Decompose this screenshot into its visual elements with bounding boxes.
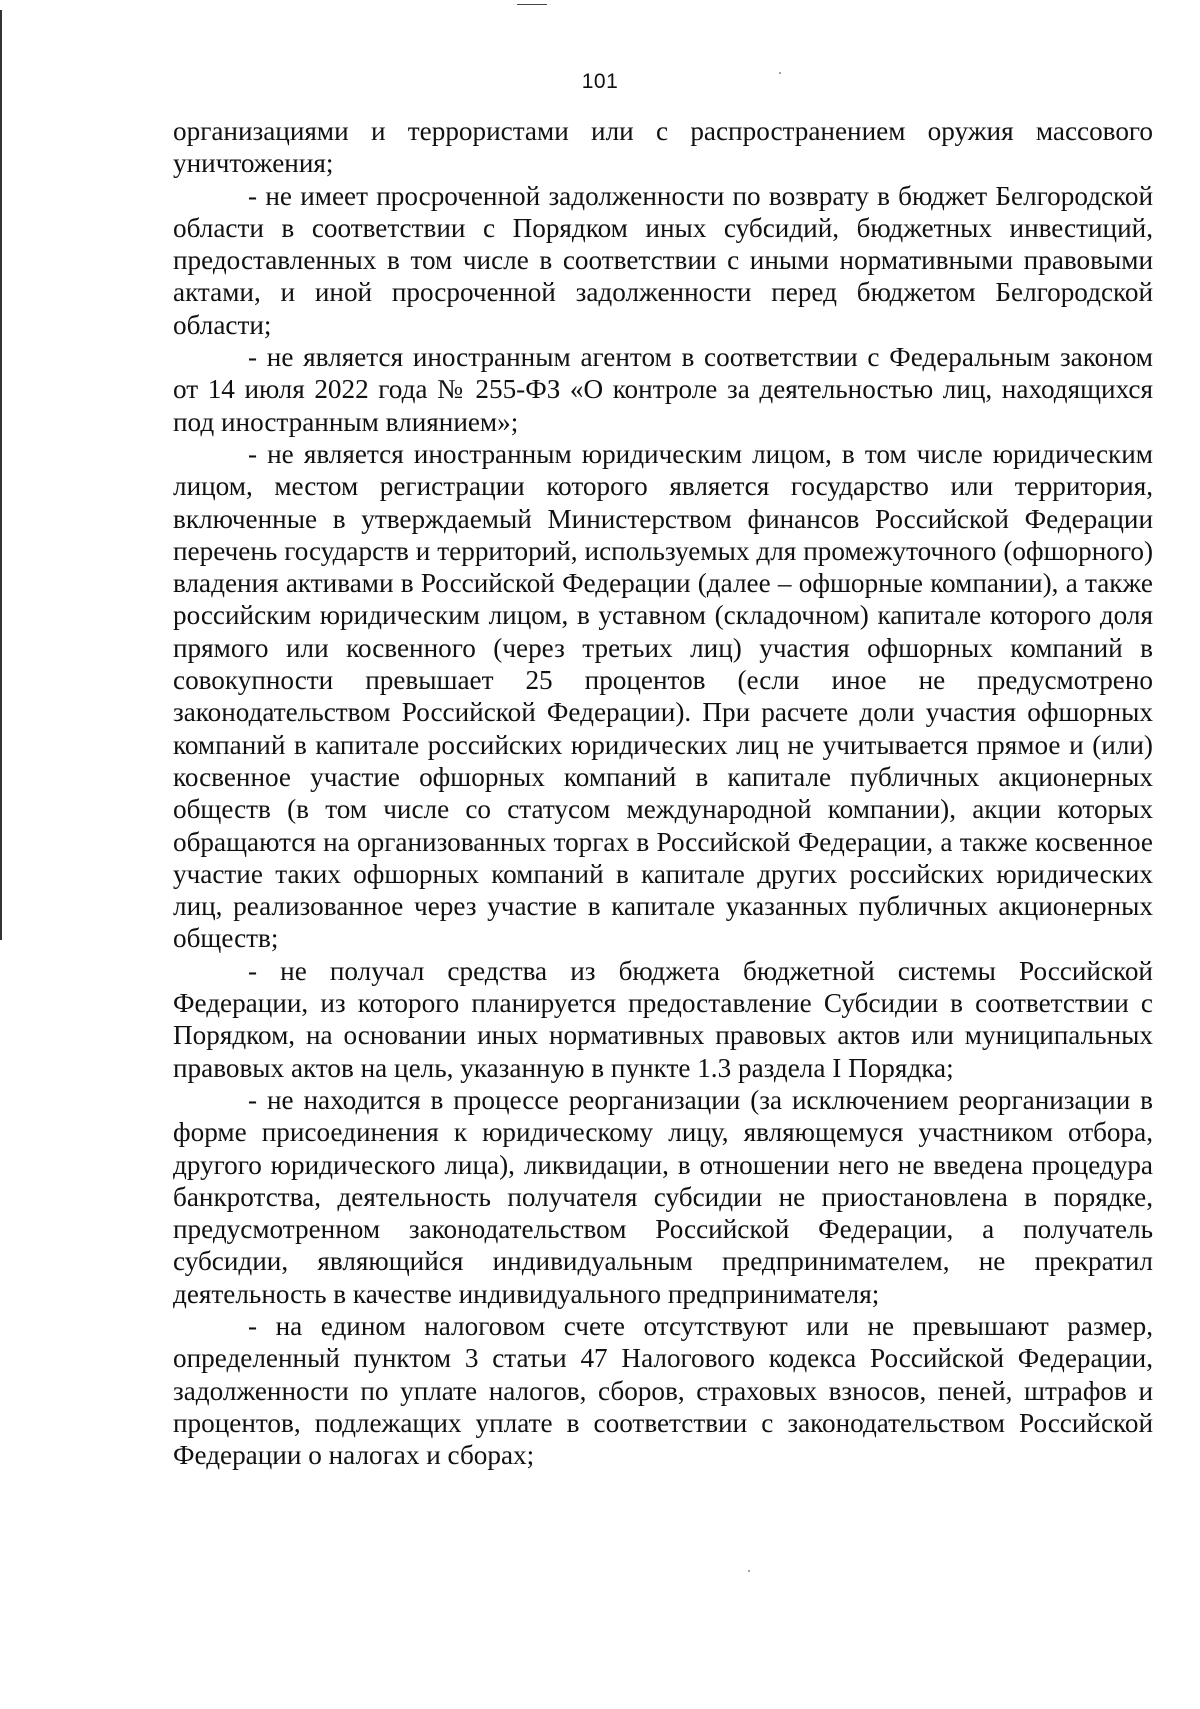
scan-edge-left [0, 10, 2, 940]
paragraph-no-reorganization: - не находится в процессе реорганизации (за исключением реорганизации в форме присоединения к юридическому лицу, являющемуся участником отбора, другого юридического лица), ликвидации, в отношении него не введена процедура банкротства, деятельность получателя субсидии не приостановлена в порядке, предусмотренном законодательством Российской Федерации, а получатель субсидии, являющийся индивидуальным предпринимателем, не прекратил деятельность в качестве индивидуального предпринимателя; [173, 1084, 1153, 1309]
page-number: 101 [581, 70, 619, 93]
paragraph-tax-account: - на едином налоговом счете отсутствуют или не превышают размер, определенный пунктом 3 статьи 47 Налогового кодекса Российской Федерации, задолженности по уплате налогов, сборов, страховых взносов, пеней, штрафов и процентов, подлежащих уплате в соответствии с законодательством Российской Федерации о налогах и сборах; [173, 1310, 1153, 1471]
scan-artifact-top [517, 0, 547, 5]
paragraph-no-other-funds: - не получал средства из бюджета бюджетной системы Российской Федерации, из которого планируется предоставление Субсидии в соответствии с Порядком, на основании иных нормативных правовых актов или муниципальных правовых актов на цель, указанную в пункте 1.3 раздела I Порядка; [173, 955, 1153, 1083]
paragraph-no-budget-debt: - не имеет просроченной задолженности по возврату в бюджет Белгородской области в соответствии с Порядком иных субсидий, бюджетных инвестиций, предоставленных в том числе в соответствии с иными нормативными правовыми актами, и иной просроченной задолженности перед бюджетом Белгородской области; [173, 180, 1153, 340]
document-body [173, 115, 1153, 1471]
scan-speck [748, 1570, 750, 1572]
paragraph-not-foreign-agent: - не является иностранным агентом в соответствии с Федеральным законом от 14 июля 2022 года № 255-ФЗ «О контроле за деятельностью лиц, находящихся под иностранным влиянием»; [173, 342, 1153, 437]
paragraph-continuation: организациями и террористами или с распространением оружия массового уничтожения; [173, 116, 1153, 179]
paragraph-not-foreign-entity: - не является иностранным юридическим лицом, в том числе юридическим лицом, местом регистрации которого является государство или территория, включенные в утверждаемый Министерством финансов Российской Федерации перечень государств и территорий, используемых для промежуточного (офшорного) владения активами в Российской Федерации (далее – офшорные компании), а также российским юридическим лицом, в уставном (складочном) капитале которого доля прямого или косвенного (через третьих лиц) участия офшорных компаний в совокупности превышает 25 процентов (если иное не предусмотрено законодательством Российской Федерации). При расчете доли участия офшорных компаний в капитале российских юридических лиц не учитывается прямое и (или) косвенное участие офшорных компаний в капитале публичных акционерных обществ (в том числе со статусом международной компании), акции которых обращаются на организованных торгах в Российской Федерации, а также косвенное участие таких офшорных компаний в капитале других российских юридических лиц, реализованное через участие в капитале указанных публичных акционерных обществ; [173, 438, 1153, 954]
